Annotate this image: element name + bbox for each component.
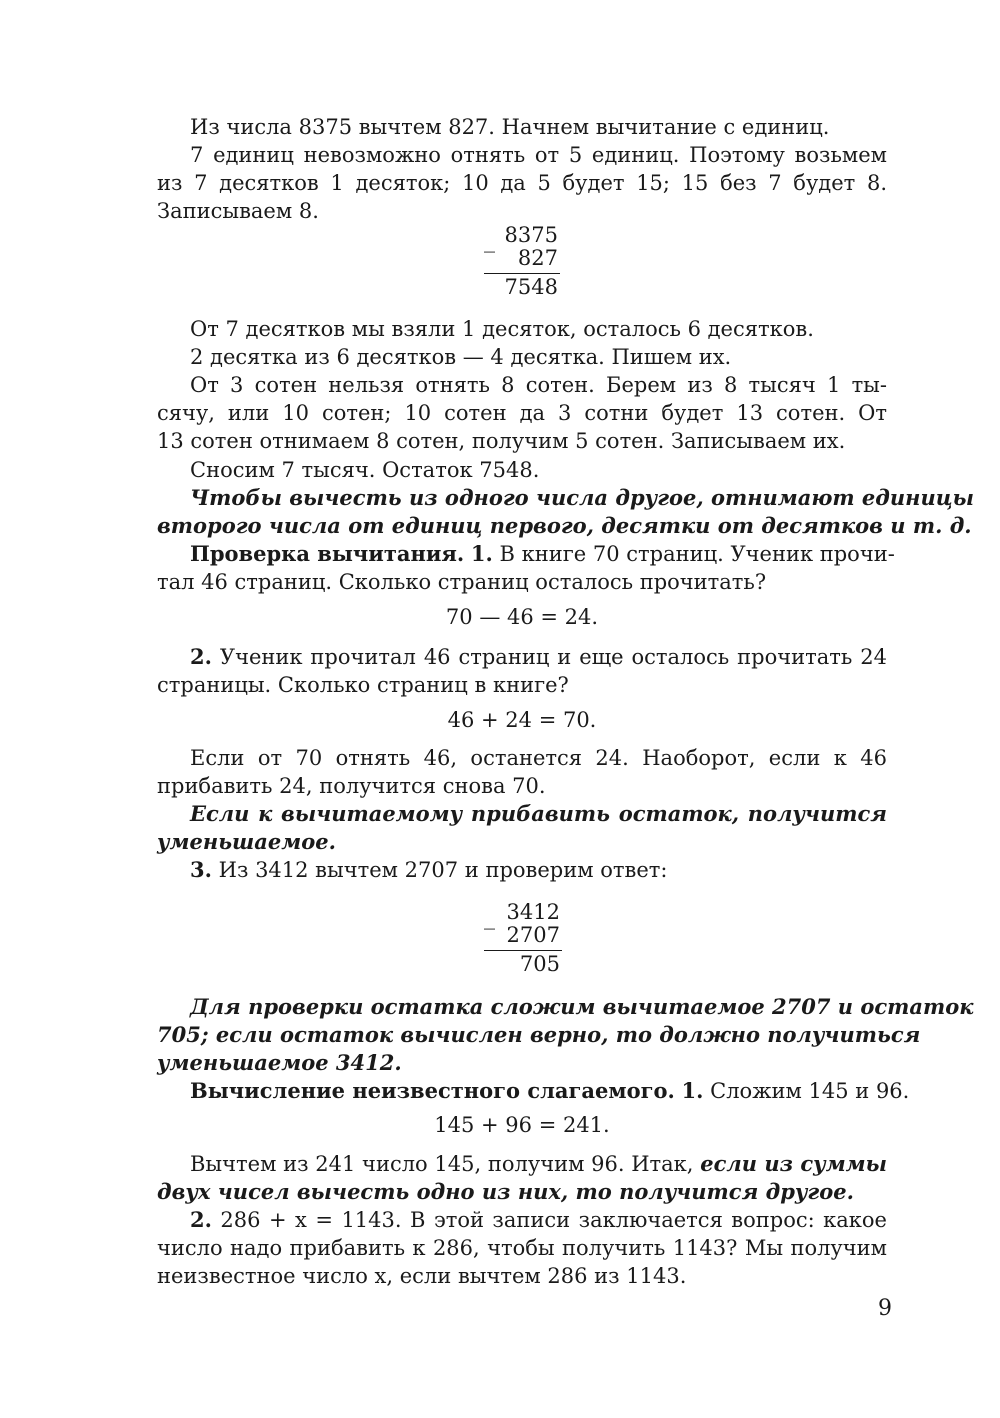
minus-sign: _ [484, 905, 495, 930]
rule-line: уменьшаемое 3412. [157, 1050, 402, 1075]
text-line [190, 1150, 887, 1178]
item-number: 2. [190, 1207, 212, 1232]
text-line: прибавить 24, получится снова 70. [157, 774, 546, 798]
section-heading: Вычисление неизвестного слагаемого. [190, 1078, 675, 1103]
text-line: страницы. Сколько страниц в книге? [157, 673, 569, 697]
rule-line: второго числа от единиц первого, десятки от десятков и т. д. [157, 513, 972, 538]
text-line: Из числа 8375 вычтем 827. Начнем вычитание с единиц. [190, 115, 830, 139]
page-number: 9 [878, 1296, 892, 1321]
text-line: Если от 70 отнять 46, останется 24. Наоборот, если к 46 [190, 746, 887, 770]
section-heading: Проверка вычитания. [190, 541, 465, 566]
rule-line: Для проверки остатка сложим вычитаемое 2707 и остаток [190, 994, 974, 1019]
text-line: 7 единиц невозможно отнять от 5 единиц. Поэтому возьмем [190, 143, 887, 167]
text-line: неизвестное число x, если вычтем 286 из 1143. [157, 1264, 687, 1288]
minuend: 3412 [506, 900, 560, 924]
text-line: 2 десятка из 6 десятков — 4 десятка. Пишем их. [190, 345, 732, 369]
section-line [190, 856, 887, 884]
section-line [190, 643, 887, 671]
text-line: из 7 десятков 1 десяток; 10 да 5 будет 15; 15 без 7 будет 8. [157, 171, 887, 195]
text-line: сячу, или 10 сотен; 10 сотен да 3 сотни будет 13 сотен. От [157, 401, 887, 425]
text-line: тал 46 страниц. Сколько страниц осталось прочитать? [157, 570, 767, 594]
rule-line: Чтобы вычесть из одного числа другое, отнимают единицы [190, 485, 974, 510]
equation: 70 — 46 = 24. [445, 605, 599, 629]
rule-line: 705; если остаток вычислен верно, то должно получиться [157, 1022, 921, 1047]
text-line: Записываем 8. [157, 199, 319, 223]
text-line: Сносим 7 тысяч. Остаток 7548. [190, 458, 540, 482]
text-span: Из 3412 вычтем 2707 и проверим ответ: [218, 858, 668, 882]
subtrahend: 2707 [506, 923, 560, 947]
text-span: Сложим 145 и 96. [710, 1079, 910, 1103]
text-span: 286 + x = 1143. В этой записи заключается вопрос: какое [220, 1208, 887, 1232]
rule-line: уменьшаемое. [157, 829, 336, 854]
section-line [190, 540, 895, 568]
text-span: В книге 70 страниц. Ученик прочи- [499, 542, 895, 566]
rule-span: если из суммы [700, 1151, 887, 1176]
subtrahend: 827 [517, 246, 558, 270]
equation: 46 + 24 = 70. [447, 708, 597, 732]
text-line: число надо прибавить к 286, чтобы получить 1143? Мы получим [157, 1236, 887, 1260]
item-number: 3. [190, 857, 212, 882]
text-span: Вычтем из 241 число 145, получим 96. Итак, [190, 1152, 694, 1176]
difference: 7548 [504, 275, 558, 299]
item-number: 1. [681, 1078, 704, 1103]
text-line: От 7 десятков мы взяли 1 десяток, осталось 6 десятков. [190, 317, 814, 341]
difference: 705 [519, 952, 560, 976]
rule-line: Если к вычитаемому прибавить остаток, получится [190, 801, 887, 826]
minus-sign: _ [484, 228, 495, 253]
text-line: 13 сотен отнимаем 8 сотен, получим 5 сотен. Записываем их. [157, 429, 846, 453]
item-number: 1. [470, 541, 493, 566]
section-line [190, 1206, 887, 1234]
rule-line: двух чисел вычесть одно из них, то получится другое. [157, 1179, 854, 1204]
section-line [190, 1077, 910, 1105]
item-number: 2. [190, 644, 212, 669]
equation: 145 + 96 = 241. [434, 1113, 610, 1137]
minuend: 8375 [504, 223, 558, 247]
text-span: Ученик прочитал 46 страниц и еще осталось прочитать 24 [219, 645, 887, 669]
sum-line [484, 273, 560, 274]
text-line: От 3 сотен нельзя отнять 8 сотен. Берем из 8 тысяч 1 ты- [190, 373, 887, 397]
sum-line [484, 950, 562, 951]
